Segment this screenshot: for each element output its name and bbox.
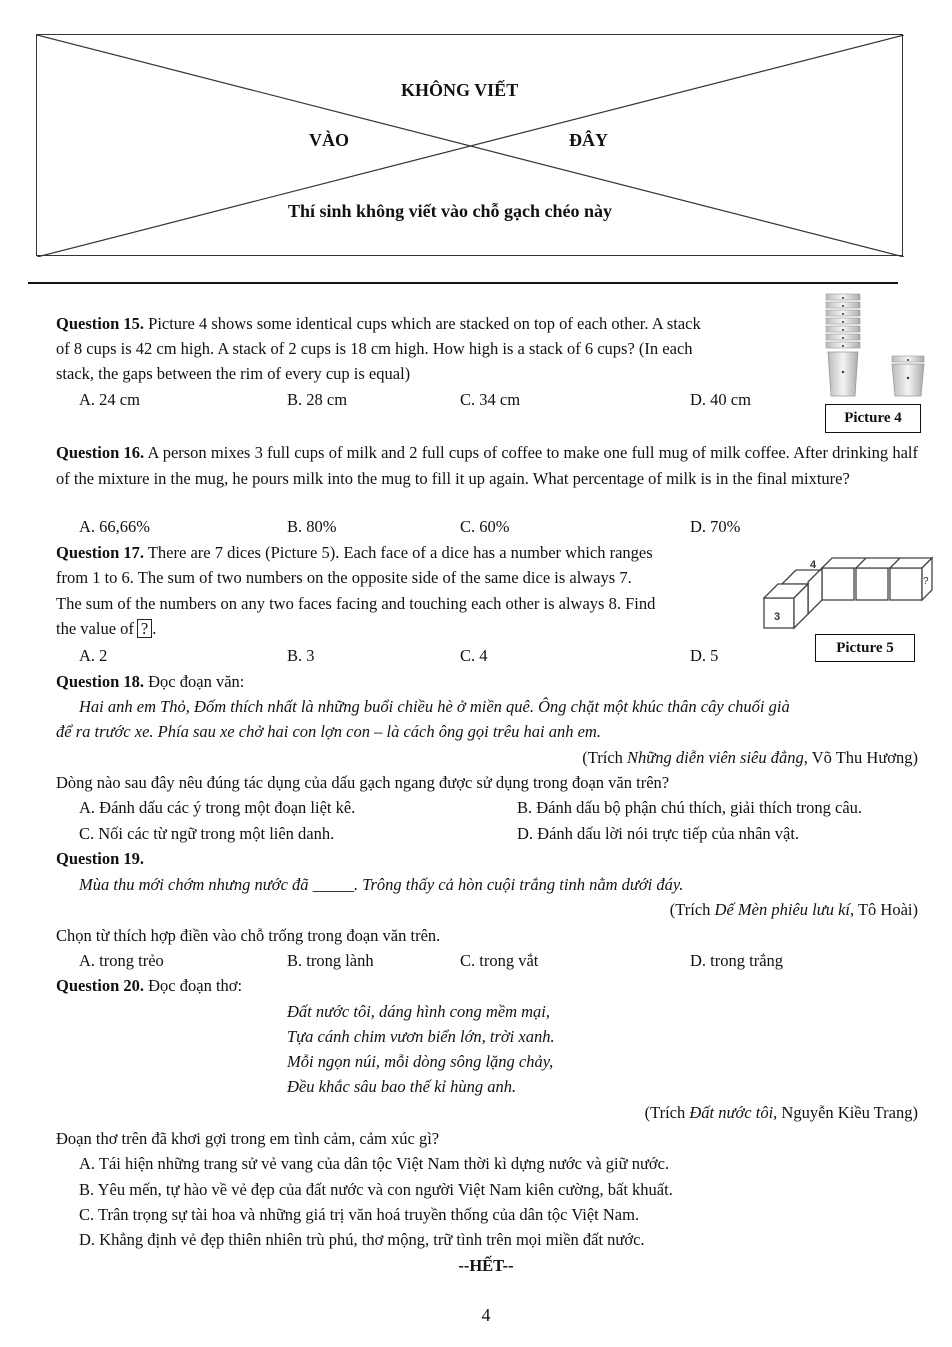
picture-4-caption: Picture 4 bbox=[825, 404, 921, 433]
cross-lines bbox=[37, 35, 904, 257]
q16-option-d: D. 70% bbox=[690, 517, 741, 536]
q15-line2: of 8 cups is 42 cm high. A stack of 2 cups is 18 cm high. How high is a stack of 6 cups? (In each bbox=[56, 339, 693, 358]
q19-source: (Trích Dế Mèn phiêu lưu kí, Tô Hoài) bbox=[669, 900, 918, 919]
q17-line3: The sum of the numbers on any two faces facing and touching each other is always 8. Find bbox=[56, 594, 656, 613]
header-divider bbox=[28, 282, 898, 284]
q20-poem-line-3: Mỗi ngọn núi, mỗi dòng sông lặng chảy, bbox=[287, 1052, 554, 1071]
q20-heading: Question 20. Đọc đoạn thơ: bbox=[56, 976, 243, 995]
cups-illustration bbox=[822, 290, 932, 402]
dice-label-top: 4 bbox=[810, 559, 817, 571]
q15-option-c: C. 34 cm bbox=[460, 390, 521, 409]
q18-source: (Trích Những diễn viên siêu đẳng, Võ Thu Hương) bbox=[582, 748, 918, 767]
dice-label-unknown: ? bbox=[923, 576, 929, 587]
q17-option-d: D. 5 bbox=[690, 646, 719, 665]
q18-question: Dòng nào sau đây nêu đúng tác dụng của dấu gạch ngang được sử dụng trong đoạn văn trên? bbox=[56, 773, 670, 792]
q20-option-c: C. Trân trọng sự tài hoa và những giá trị văn hoá truyền thống của dân tộc Việt Nam. bbox=[79, 1205, 640, 1224]
no-write-right: ĐÂY bbox=[569, 130, 608, 150]
page-number: 4 bbox=[481, 1305, 491, 1325]
q18-heading: Question 18. Đọc đoạn văn: bbox=[56, 672, 245, 691]
q17-line4: the value of ? . bbox=[56, 619, 157, 638]
short-cup-stack bbox=[892, 356, 924, 396]
no-write-note: Thí sinh không viết vào chỗ gạch chéo này bbox=[288, 201, 613, 221]
q17-option-c: C. 4 bbox=[460, 646, 488, 665]
q18-passage-1: Hai anh em Thỏ, Đốm thích nhất là những buổi chiều hè ở miền quê. Ông chặt một khúc thân cây chuối già bbox=[79, 697, 790, 716]
no-write-title: KHÔNG VIẾT bbox=[401, 80, 519, 100]
q18-option-a: A. Đánh dấu các ý trong một đoạn liệt kê. bbox=[79, 798, 356, 817]
dice-label-front: 3 bbox=[774, 611, 781, 623]
q16-option-a: A. 66,66% bbox=[79, 517, 151, 536]
q19-option-b: B. trong lành bbox=[287, 951, 374, 970]
unknown-box: ? bbox=[137, 619, 152, 638]
q18-option-b: B. Đánh dấu bộ phận chú thích, giải thích trong câu. bbox=[517, 798, 863, 817]
q19-question: Chọn từ thích hợp điền vào chỗ trống trong đoạn văn trên. bbox=[56, 926, 441, 945]
q20-option-d: D. Khẳng định vẻ đẹp thiên nhiên trù phú, thơ mộng, trữ tình trên mọi miền đất nước. bbox=[79, 1230, 645, 1249]
q15-line3: stack, the gaps between the rim of every cup is equal) bbox=[56, 364, 411, 383]
q19-heading: Question 19. bbox=[56, 849, 145, 868]
q16-option-b: B. 80% bbox=[287, 517, 337, 536]
q15-option-b: B. 28 cm bbox=[287, 390, 348, 409]
q17-option-b: B. 3 bbox=[287, 646, 315, 665]
dice-illustration bbox=[758, 556, 934, 634]
q20-poem-line-4: Đều khắc sâu bao thế kỉ hùng anh. bbox=[287, 1077, 517, 1096]
q15-option-d: D. 40 cm bbox=[690, 390, 751, 409]
q20-question: Đoạn thơ trên đã khơi gợi trong em tình cảm, cảm xúc gì? bbox=[56, 1129, 440, 1148]
q20-poem-line-2: Tựa cánh chim vươn biển lớn, trời xanh. bbox=[287, 1027, 555, 1046]
q19-option-a: A. trong trẻo bbox=[79, 951, 164, 970]
q16-text: Question 16. A person mixes 3 full cups of milk and 2 full cups of coffee to make one full mug of milk coffee. After drinking half of the mixture in the mug, he pours milk into the mug to fill it up again. What percentage of milk is in the final mixture? bbox=[56, 443, 918, 488]
q19-passage: Mùa thu mới chớm nhưng nước đã _____. Trông thấy cả hòn cuội trắng tinh nằm dưới đáy. bbox=[79, 875, 684, 894]
q16-option-c: C. 60% bbox=[460, 517, 510, 536]
q19-option-c: C. trong vắt bbox=[460, 951, 539, 970]
q20-poem-line-1: Đất nước tôi, dáng hình cong mềm mại, bbox=[287, 1002, 550, 1021]
q18-option-d: D. Đánh dấu lời nói trực tiếp của nhân vật. bbox=[517, 824, 800, 843]
q15-option-a: A. 24 cm bbox=[79, 390, 140, 409]
q17-line2: from 1 to 6. The sum of two numbers on the opposite side of the same dice is always 7. bbox=[56, 568, 632, 587]
q20-option-a: A. Tái hiện những trang sử vẻ vang của dân tộc Việt Nam thời kì dựng nước và giữ nước. bbox=[79, 1154, 670, 1173]
no-write-box bbox=[36, 34, 903, 256]
q17-line1: Question 17. There are 7 dices (Picture 5). Each face of a dice has a number which ranges bbox=[56, 543, 653, 562]
q20-source: (Trích Đất nước tôi, Nguyễn Kiều Trang) bbox=[644, 1103, 918, 1122]
picture-5-caption: Picture 5 bbox=[815, 634, 915, 662]
q18-passage-2: để ra trước xe. Phía sau xe chở hai con lợn con – là cách ông gọi trêu hai anh em. bbox=[56, 722, 601, 741]
tall-cup-stack bbox=[826, 294, 860, 396]
end-mark: --HẾT-- bbox=[458, 1256, 514, 1275]
no-write-left: VÀO bbox=[309, 130, 349, 150]
q19-option-d: D. trong trắng bbox=[690, 951, 784, 970]
q17-option-a: A. 2 bbox=[79, 646, 108, 665]
q18-option-c: C. Nối các từ ngữ trong một liên danh. bbox=[79, 824, 335, 843]
q20-option-b: B. Yêu mến, tự hào về vẻ đẹp của đất nước và con người Việt Nam kiên cường, bất khuất. bbox=[79, 1180, 673, 1199]
q15-line1: Question 15. Picture 4 shows some identical cups which are stacked on top of each other. A stack bbox=[56, 314, 701, 333]
